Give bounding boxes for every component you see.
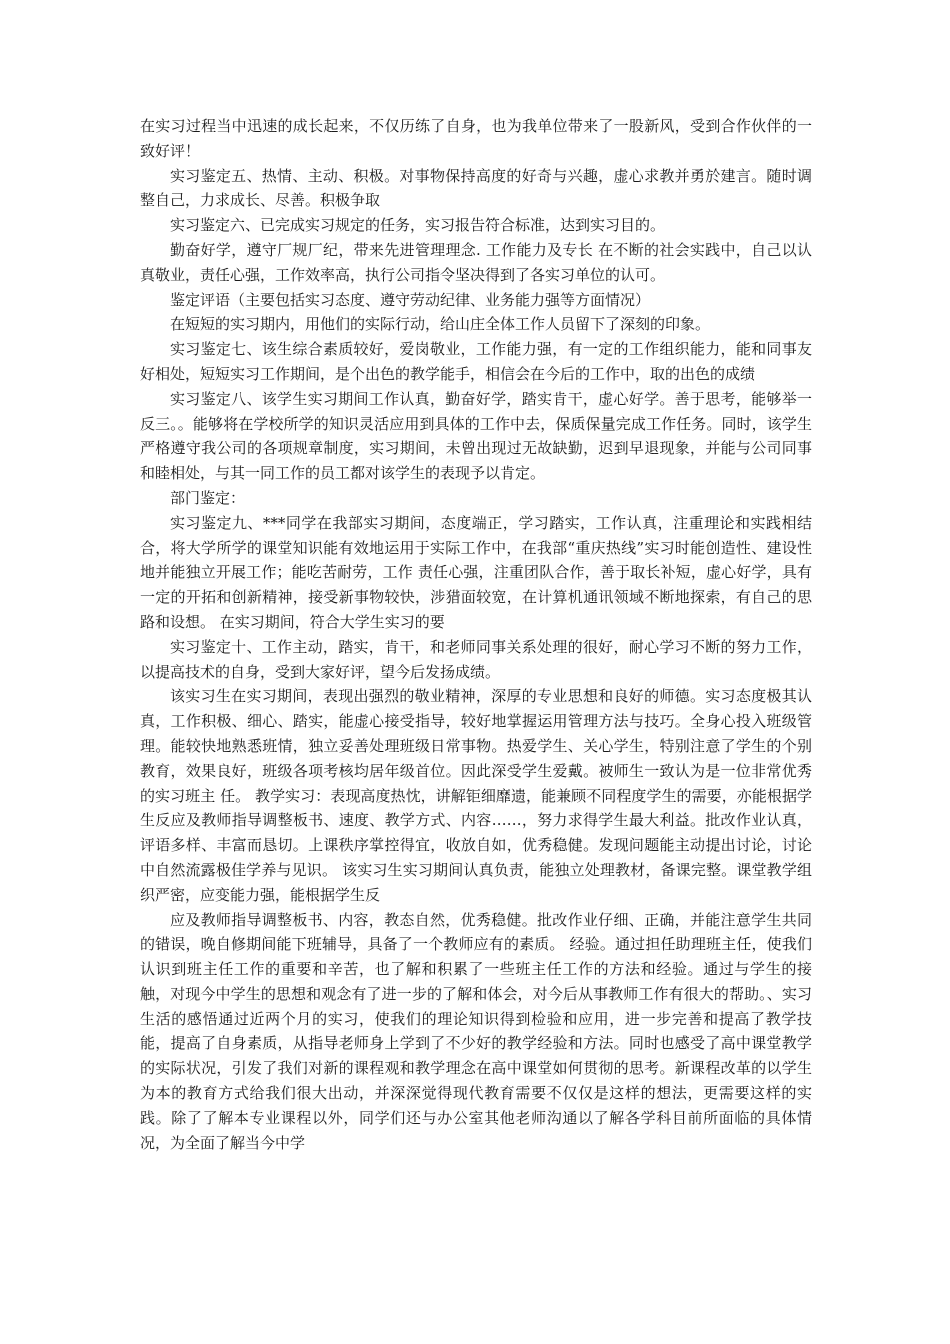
paragraph: 该实习生在实习期间，表现出强烈的敬业精神，深厚的专业思想和良好的师德。实习态度极其认真，工作积极、细心、踏实，能虚心接受指导，较好地掌握运用管理方法与技巧。全身心投入班级管理。能较快地熟悉班情，独立妥善处理班级日常事物。热爱学生、关心学生，特别注意了学生的个别教育，效果良好，班级各项考核均居年级首位。因此深受学生爱戴。被师生一致认为是一位非常优秀的实习班主 任。 教学实习：表现高度热忱，讲解钜细靡遗，能兼顾不同程度学生的需要，亦能根据学生反应及教师指导调整板书、速度、教学方式、内容……，努力求得学生最大利益。批改作业认真，评语多样、丰富而恳切。上课秩序掌控得宜，收放自如，优秀稳健。发现问题能主动提出讨论，讨论中自然流露极佳学养与见识。 该实习生实习期间认真负责，能独立处理教材，备课完整。课堂教学组织严密，应变能力强，能根据学生反 — [140, 687, 812, 904]
paragraph: 实习鉴定十、工作主动，踏实，肯干，和老师同事关系处理的很好，耐心学习不断的努力工作，以提高技术的自身，受到大家好评，望今后发扬成绩。 — [140, 637, 812, 681]
paragraph: 在实习过程当中迅速的成长起来，不仅历练了自身，也为我单位带来了一股新风，受到合作伙伴的一致好评！ — [140, 117, 812, 160]
paragraph: 勤奋好学，遵守厂规厂纪，带来先进管理理念. 工作能力及专长 在不断的社会实践中，自己以认真敬业，责任心强，工作效率高，执行公司指令坚决得到了各实习单位的认可。 — [140, 240, 812, 284]
paragraph: 实习鉴定八、该学生实习期间工作认真，勤奋好学，踏实肯干，虚心好学。善于思考，能够举一反三。。能够将在学校所学的知识灵活应用到具体的工作中去，保质保量完成工作任务。同时，该学生严格遵守我公司的各项规章制度，实习期间，未曾出现过无故缺勤，迟到早退现象，并能与公司同事和睦相处，与其一同工作的员工都对该学生的表现予以肯定。 — [140, 389, 812, 483]
document-page — [140, 114, 812, 1155]
paragraph: 应及教师指导调整板书、内容，教态自然，优秀稳健。批改作业仔细、正确，并能注意学生共同的错误，晚自修期间能下班辅导，具备了一个教师应有的素质。 经验。通过担任助理班主任，使我们认识到班主任工作的重要和辛苦，也了解和积累了一些班主任工作的方法和经验。通过与学生的接触，对现今中学生的思想和观念有了进一步的了解和体会，对今后从事教师工作有很大的帮助。、实习生活的感悟通过近两个月的实习，使我们的理论知识得到检验和应用，进一步完善和提高了教学技能，提高了自身素质，从指导老师身上学到了不少好的教学经验和方法。同时也感受了高中课堂教学的实际状况，引发了我们对新的课程观和教学理念在高中课堂如何贯彻的思考。新课程改革的以学生为本的教育方式给我们很大出动，并深深觉得现代教育需要不仅仅是这样的想法，更需要这样的实践。除了了解本专业课程以外，同学们还与办公室其他老师沟通以了解各学科目前所面临的具体情况，为全面了解当今中学 — [140, 910, 812, 1152]
paragraph: 实习鉴定六、已完成实习规定的任务，实习报告符合标准，达到实习目的。 — [170, 216, 666, 235]
paragraph: 实习鉴定五、热情、主动、积极。对事物保持高度的好奇与兴趣，虚心求教并勇於建言。随时调整自己，力求成长、尽善。积极争取 — [140, 166, 812, 210]
paragraph: 鉴定评语（主要包括实习态度、遵守劳动纪律、业务能力强等方面情况） — [170, 290, 651, 309]
paragraph: 实习鉴定七、该生综合素质较好，爱岗敬业，工作能力强，有一定的工作组织能力，能和同事友好相处，短短实习工作期间，是个出色的教学能手，相信会在今后的工作中，取的出色的成绩 — [140, 340, 812, 383]
paragraph: 部门鉴定： — [170, 488, 246, 507]
paragraph: 实习鉴定九、***同学在我部实习期间，态度端正，学习踏实，工作认真，注重理论和实践相结合，将大学所学的课堂知识能有效地运用于实际工作中，在我部“重庆热线”实习时能创造性、建设性地并能独立开展工作；能吃苦耐劳，工作 责任心强，注重团队合作，善于取长补短，虚心好学，具有一定的开拓和创新精神，接受新事物较快，涉猎面较宽，在计算机通讯领域不断地探索，有自己的思路和设想。 在实习期间，符合大学生实习的要 — [140, 513, 812, 631]
paragraph: 在短短的实习期内，用他们的实际行动，给山庄全体工作人员留下了深刻的印象。 — [170, 315, 711, 334]
